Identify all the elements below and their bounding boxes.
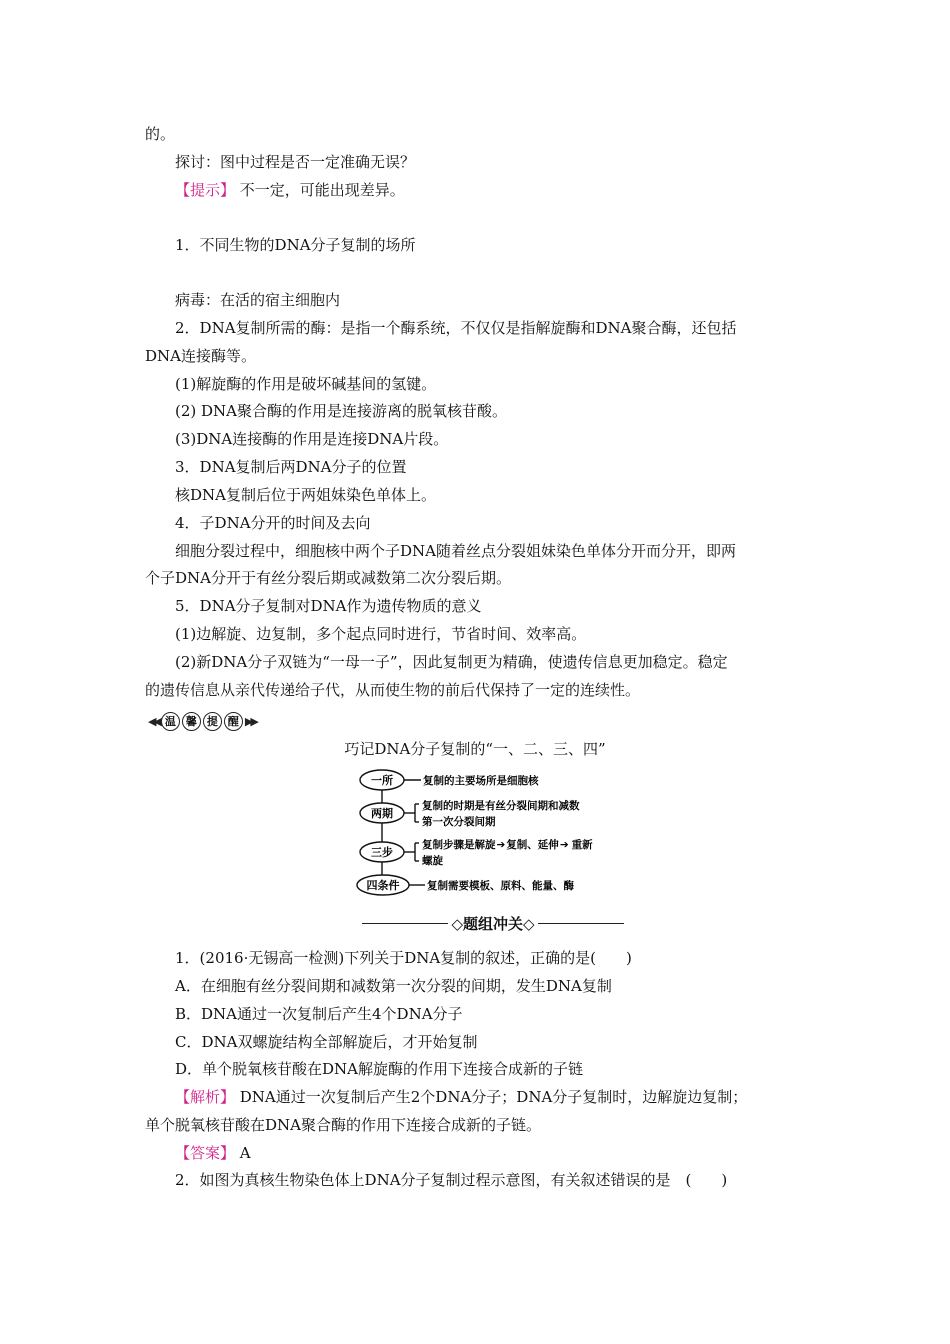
text-line: 的遗传信息从亲代传递给子代，从而使生物的前后代保持了一定的连续性。 <box>145 681 641 699</box>
text-line: 病毒：在活的宿主细胞内 <box>175 291 341 309</box>
explanation-text: DNA通过一次复制后产生2个DNA分子；DNA分子复制时，边解旋边复制； <box>235 1088 748 1106</box>
question-stem: 1．(2016·无锡高一检测)下列关于DNA复制的叙述，正确的是( ) <box>175 949 632 967</box>
answer-line <box>175 1143 251 1163</box>
explanation-label: 【解析】 <box>175 1088 236 1106</box>
answer-option: B．DNA通过一次复制后产生4个DNA分子 <box>175 1005 463 1023</box>
text-line: 3．DNA复制后两DNA分子的位置 <box>175 458 407 476</box>
explanation-line <box>175 1087 747 1107</box>
node-description: 复制的主要场所是细胞核 <box>423 775 539 787</box>
node-label: 四条件 <box>366 879 400 892</box>
hint-text: 不一定，可能出现差异。 <box>235 181 405 199</box>
text-line: 2．DNA复制所需的酶：是指一个酶系统，不仅仅是指解旋酶和DNA聚合酶，还包括 <box>175 319 737 337</box>
node-label: 两期 <box>371 807 393 820</box>
answer-text: A <box>235 1144 251 1162</box>
tip-char: 馨 <box>182 712 201 731</box>
node-description: 第一次分裂间期 <box>422 816 496 828</box>
warm-tip-badge <box>148 711 256 731</box>
text-line: 个子DNA分开于有丝分裂后期或减数第二次分裂后期。 <box>145 569 511 587</box>
text-line: 5．DNA分子复制对DNA作为遗传物质的意义 <box>175 597 482 615</box>
text-line: (1)边解旋、边复制，多个起点同时进行，节省时间、效率高。 <box>175 625 587 643</box>
text-line: 细胞分裂过程中，细胞核中两个子DNA随着丝点分裂姐妹染色单体分开而分开，即两 <box>175 542 736 560</box>
divider-rule <box>538 923 624 924</box>
node-description: 复制步骤是解旋➔复制、延伸➔ 重新 <box>422 839 593 851</box>
text-line: DNA连接酶等。 <box>145 347 256 365</box>
answer-option: C．DNA双螺旋结构全部解旋后，才开始复制 <box>175 1033 478 1051</box>
question-stem: 2．如图为真核生物染色体上DNA分子复制过程示意图，有关叙述错误的是 ( ) <box>175 1171 728 1189</box>
tip-char: 温 <box>161 712 180 731</box>
divider-rule <box>362 923 448 924</box>
node-label: 一所 <box>371 774 393 787</box>
text-line: 的。 <box>145 125 176 143</box>
tip-char: 提 <box>203 712 222 731</box>
text-line: (1)解旋酶的作用是破坏碱基间的氢键。 <box>175 375 437 393</box>
double-left-arrow-icon: ◀◀ <box>148 714 159 728</box>
mnemonic-diagram <box>355 764 645 900</box>
text-line: 核DNA复制后位于两姐妹染色单体上。 <box>175 486 436 504</box>
section-divider <box>362 913 624 933</box>
hint-label: 【提示】 <box>175 181 236 199</box>
answer-label: 【答案】 <box>175 1144 236 1162</box>
tip-char: 醒 <box>224 712 243 731</box>
arrow-icon: ➔ <box>559 839 569 851</box>
text-line: (2) DNA聚合酶的作用是连接游离的脱氧核苷酸。 <box>175 402 508 420</box>
explanation-line: 单个脱氧核苷酸在DNA聚合酶的作用下连接合成新的子链。 <box>145 1116 541 1134</box>
section-title: ◇题组冲关◇ <box>451 914 535 933</box>
node-description: 复制的时期是有丝分裂间期和减数 <box>422 800 580 812</box>
text-line: (3)DNA连接酶的作用是连接DNA片段。 <box>175 430 449 448</box>
tip-title: 巧记DNA分子复制的“一、二、三、四” <box>344 740 606 758</box>
node-label: 三步 <box>371 846 393 859</box>
text-line: 1．不同生物的DNA分子复制的场所 <box>175 236 416 254</box>
arrow-icon: ➔ <box>496 839 506 851</box>
double-right-arrow-icon: ▶▶ <box>244 714 256 728</box>
answer-option: D．单个脱氧核苷酸在DNA解旋酶的作用下连接合成新的子链 <box>175 1060 584 1078</box>
node-description: 螺旋 <box>422 855 443 867</box>
text-line: 探讨：图中过程是否一定准确无误？ <box>175 153 416 171</box>
node-description: 复制需要模板、原料、能量、酶 <box>427 880 574 892</box>
hint-line <box>175 180 405 200</box>
answer-option: A．在细胞有丝分裂间期和减数第一次分裂的间期，发生DNA复制 <box>175 977 612 995</box>
text-line: (2)新DNA分子双链为“一母一子”，因此复制更为精确，使遗传信息更加稳定。稳定 <box>175 653 728 671</box>
text-line: 4．子DNA分开的时间及去向 <box>175 514 371 532</box>
